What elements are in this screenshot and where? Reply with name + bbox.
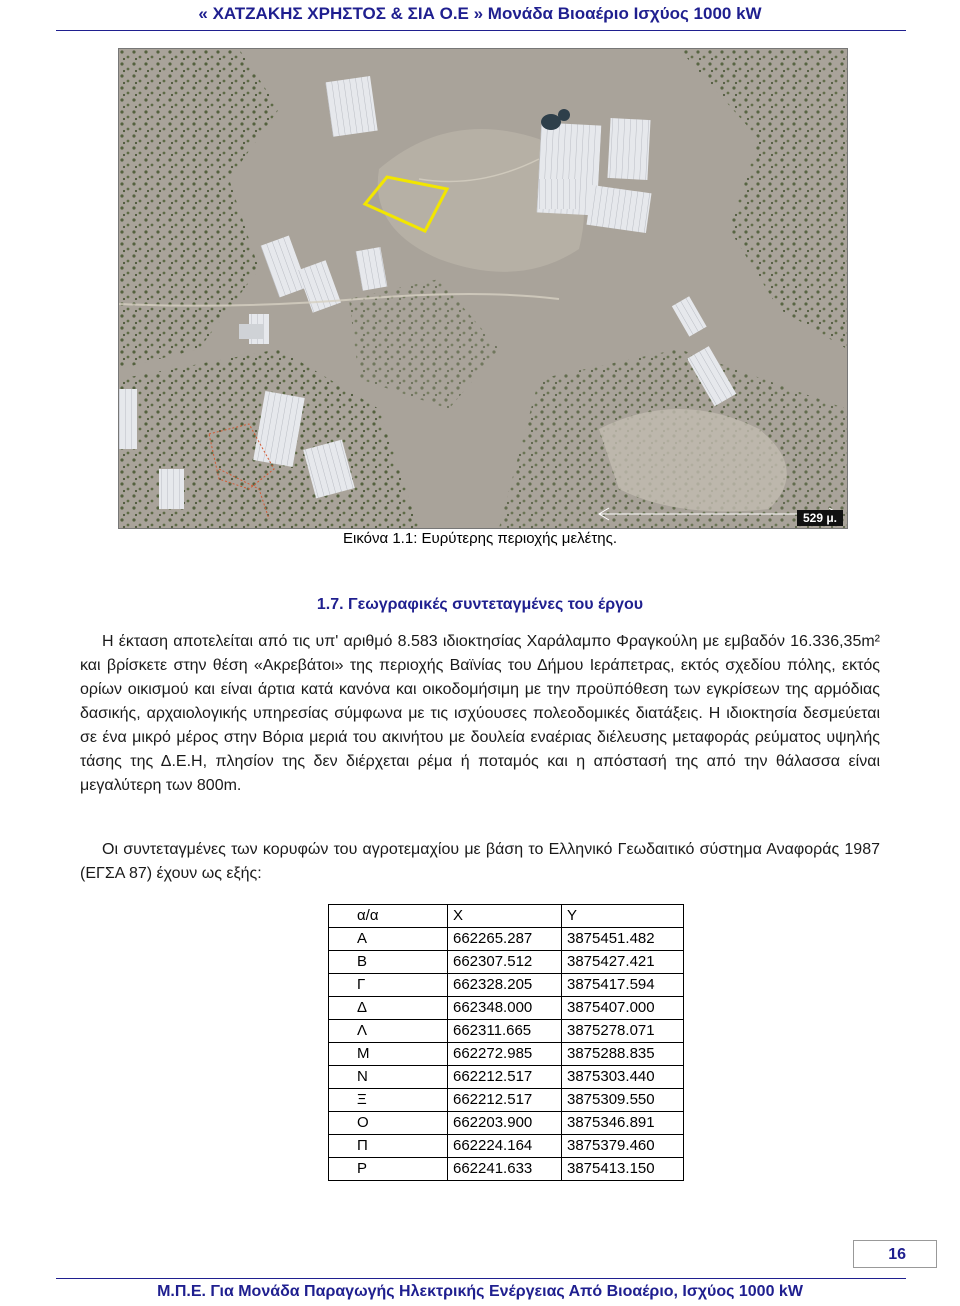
x-coordinate: 662241.633 <box>448 1158 562 1181</box>
page-header: « ΧΑΤΖΑΚΗΣ ΧΡΗΣΤΟΣ & ΣΙΑ Ο.Ε » Μονάδα Βιοαέριο Ισχύος 1000 kW <box>198 4 762 23</box>
x-coordinate: 662212.517 <box>448 1066 562 1089</box>
table-row <box>329 1158 684 1181</box>
x-coordinate: 662307.512 <box>448 951 562 974</box>
vertex-label: Ρ <box>329 1158 448 1181</box>
vertex-label: Δ <box>329 997 448 1020</box>
vertex-label: Β <box>329 951 448 974</box>
table-row <box>329 1043 684 1066</box>
y-coordinate: 3875417.594 <box>562 974 684 997</box>
y-coordinate: 3875278.071 <box>562 1020 684 1043</box>
x-coordinate: 662348.000 <box>448 997 562 1020</box>
x-coordinate: 662224.164 <box>448 1135 562 1158</box>
vertex-label: Α <box>329 928 448 951</box>
vertex-label: Ν <box>329 1066 448 1089</box>
table-header-row <box>329 905 684 928</box>
y-coordinate: 3875427.421 <box>562 951 684 974</box>
y-coordinate: 3875451.482 <box>562 928 684 951</box>
x-coordinate: 662212.517 <box>448 1089 562 1112</box>
table-row <box>329 1112 684 1135</box>
aerial-map-graphic <box>119 49 847 528</box>
table-row <box>329 1135 684 1158</box>
table-row <box>329 974 684 997</box>
y-coordinate: 3875288.835 <box>562 1043 684 1066</box>
vertex-label: Π <box>329 1135 448 1158</box>
paragraph-description: Η έκταση αποτελείται από τις υπ' αριθμό 8.583 ιδιοκτησίας Χαράλαμπο Φραγκούλη με εμβαδόν 16.336,35m² και βρίσκετε στην θέση «Ακρεβάτοι» της περιοχής Βαϊνίας του Δήμου Ιεράπετρας, εκτός σχεδίου πόλης, εκτός ορίων οικισμού και είναι άρτια κατά κανόνα και οικοδομήσιμη με την προϋπόθεση των εγκρίσεων της αρμόδιας δασικής, αρχαιολογικής υπηρεσίας σύμφωνα με τις ισχύουσες πολεοδομικές διατάξεις. Η ιδιοκτησία δεσμεύεται σε ένα μικρό μέρος στην Βόρια μεριά του ακινήτου με δουλεία εναέριας διέλευσης μεταφοράς ρεύματος υψηλής τάσης της Δ.Ε.Η, πλησίον της δεν διέρχεται ρέμα ή ποταμός και η απόστασή της από την θάλασσα είναι μεγαλύτερη των 800m. <box>80 633 880 794</box>
paragraph-coordinates-intro: Οι συντεταγμένες των κορυφών του αγροτεμαχίου με βάση το Ελληνικό Γεωδαιτικό σύστημα Αναφοράς 1987 (ΕΓΣΑ 87) έχουν ως εξής: <box>80 841 880 882</box>
footer-divider <box>56 1278 906 1279</box>
x-coordinate: 662265.287 <box>448 928 562 951</box>
y-coordinate: 3875379.460 <box>562 1135 684 1158</box>
page-number: 16 <box>853 1240 937 1268</box>
table-row <box>329 1020 684 1043</box>
vertex-label: Γ <box>329 974 448 997</box>
y-coordinate: 3875407.000 <box>562 997 684 1020</box>
section-title: 1.7. Γεωγραφικές συντεταγμένες του έργου <box>316 596 644 613</box>
table-row <box>329 1089 684 1112</box>
header-cell: Υ <box>562 905 684 928</box>
x-coordinate: 662328.205 <box>448 974 562 997</box>
coordinates-table <box>328 904 684 1181</box>
header-cell: α/α <box>329 905 448 928</box>
x-coordinate: 662203.900 <box>448 1112 562 1135</box>
aerial-photo <box>118 48 848 529</box>
header-divider <box>56 30 906 31</box>
y-coordinate: 3875346.891 <box>562 1112 684 1135</box>
table-row <box>329 997 684 1020</box>
y-coordinate: 3875303.440 <box>562 1066 684 1089</box>
scale-label: 529 μ. <box>797 510 843 526</box>
table-row <box>329 928 684 951</box>
x-coordinate: 662272.985 <box>448 1043 562 1066</box>
vertex-label: Ο <box>329 1112 448 1135</box>
vertex-label: Μ <box>329 1043 448 1066</box>
y-coordinate: 3875413.150 <box>562 1158 684 1181</box>
figure-caption: Εικόνα 1.1: Ευρύτερης περιοχής μελέτης. <box>343 530 617 547</box>
header-cell: Χ <box>448 905 562 928</box>
vertex-label: Λ <box>329 1020 448 1043</box>
table-row <box>329 1066 684 1089</box>
table-row <box>329 951 684 974</box>
x-coordinate: 662311.665 <box>448 1020 562 1043</box>
y-coordinate: 3875309.550 <box>562 1089 684 1112</box>
vertex-label: Ξ <box>329 1089 448 1112</box>
page-footer: Μ.Π.Ε. Για Μονάδα Παραγωγής Ηλεκτρικής Ενέργειας Από Βιοαέριο, Ισχύος 1000 kW <box>157 1283 803 1300</box>
